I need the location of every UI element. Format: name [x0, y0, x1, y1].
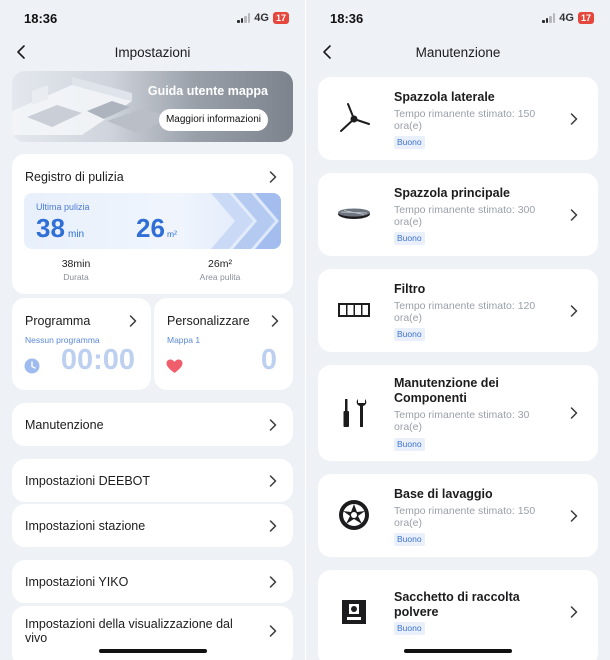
chevron-right-icon [269, 576, 277, 588]
deebot-settings-row[interactable] [12, 459, 293, 502]
duration-value: 38min [61, 258, 91, 270]
cleaning-log-card[interactable] [12, 154, 293, 294]
dust-bag-icon [336, 594, 372, 630]
status-time: 18:36 [330, 11, 364, 26]
signal-icon [237, 13, 250, 23]
chevron-right-icon [269, 475, 277, 487]
live-view-settings-label: Impostazioni della visualizzazione dal vivo [25, 617, 233, 645]
chevron-right-icon [269, 520, 277, 532]
network-type: 4G [559, 12, 574, 24]
schedule-card[interactable] [12, 298, 151, 390]
station-settings-label: Impostazioni stazione [25, 519, 146, 533]
item-subtitle: Tempo rimanente stimato: 300 ora(e) [394, 204, 536, 228]
item-title: Spazzola principale [394, 186, 511, 200]
item-title: Base di lavaggio [394, 487, 493, 501]
deebot-settings-label: Impostazioni DEEBOT [25, 474, 151, 488]
nav-bar [306, 40, 610, 66]
status-bar [0, 0, 305, 38]
chevron-right-icon [570, 510, 578, 522]
maintenance-item-side-brush[interactable] [318, 77, 598, 160]
chevron-right-icon [570, 209, 578, 221]
status-time: 18:36 [24, 11, 58, 26]
last-cleaning-label: Ultima pulizia [36, 202, 90, 212]
cleaning-minutes-value: 38 [36, 213, 65, 243]
chevron-right-icon [271, 315, 279, 327]
chevron-right-icon [570, 113, 578, 125]
battery-icon: 17 [273, 12, 289, 24]
battery-icon: 17 [578, 12, 594, 24]
status-badge: Buono [394, 533, 425, 546]
maintenance-row[interactable] [12, 403, 293, 446]
chevron-right-icon [570, 407, 578, 419]
network-type: 4G [254, 12, 269, 24]
duration-label: Durata [63, 272, 89, 282]
yiko-settings-row[interactable] [12, 560, 293, 603]
maintenance-item-wash-base[interactable] [318, 474, 598, 557]
status-badge: Buono [394, 232, 425, 245]
status-indicators [542, 12, 594, 24]
schedule-title: Programma [25, 314, 91, 328]
map-guide-banner[interactable] [12, 71, 293, 142]
item-subtitle: Tempo rimanente stimato: 150 ora(e) [394, 108, 536, 132]
banner-title: Guida utente mappa [147, 84, 268, 98]
heart-icon [166, 359, 183, 374]
schedule-time: 00:00 [60, 344, 135, 376]
status-badge: Buono [394, 622, 425, 635]
area-cleaned-value: 26m² [208, 258, 232, 270]
status-badge: Buono [394, 136, 425, 149]
cleaning-area-value: 26 [136, 213, 165, 243]
item-subtitle: Tempo rimanente stimato: 30 ora(e) [394, 409, 530, 433]
station-settings-row[interactable] [12, 504, 293, 547]
page-title: Impostazioni [114, 45, 191, 60]
chevron-right-icon [129, 315, 137, 327]
status-badge: Buono [394, 328, 425, 341]
page-title: Manutenzione [415, 45, 501, 60]
cleaning-log-title: Registro di pulizia [25, 170, 124, 184]
home-indicator [404, 649, 512, 653]
maintenance-item-components[interactable] [318, 365, 598, 461]
last-cleaning-panel [24, 193, 281, 249]
chevrons-decoration-icon [211, 193, 281, 249]
wash-base-icon [336, 497, 372, 533]
maintenance-screen [305, 0, 610, 660]
item-title: Manutenzione dei Componenti [394, 376, 499, 405]
item-title: Sacchetto di raccolta polvere [394, 590, 520, 619]
filter-icon [336, 292, 372, 328]
floor-plan-illustration [12, 71, 293, 142]
main-brush-icon [336, 196, 372, 232]
side-brush-icon [336, 100, 372, 136]
schedule-subtitle: Nessun programma [25, 335, 100, 345]
chevron-right-icon [570, 606, 578, 618]
clock-icon [24, 358, 40, 374]
tools-icon [336, 395, 372, 431]
chevron-right-icon [269, 419, 277, 431]
signal-icon [542, 13, 555, 23]
customize-subtitle: Mappa 1 [167, 335, 201, 345]
item-subtitle: Tempo rimanente stimato: 150 ora(e) [394, 505, 536, 529]
yiko-settings-label: Impostazioni YIKO [25, 575, 129, 589]
customize-card[interactable] [154, 298, 293, 390]
status-bar [306, 0, 610, 38]
item-subtitle: Tempo rimanente stimato: 120 ora(e) [394, 300, 536, 324]
chevron-right-icon [269, 171, 277, 183]
status-indicators [237, 12, 289, 24]
home-indicator [99, 649, 207, 653]
customize-title: Personalizzare [167, 314, 250, 328]
maintenance-item-main-brush[interactable] [318, 173, 598, 256]
cleaning-area-unit: m² [167, 229, 177, 239]
maintenance-item-dust-bag[interactable] [318, 570, 598, 660]
chevron-right-icon [570, 305, 578, 317]
nav-bar [0, 40, 305, 66]
area-cleaned-label: Area pulita [199, 272, 241, 282]
cleaning-minutes-unit: min [68, 229, 85, 240]
maintenance-label: Manutenzione [25, 418, 104, 432]
maintenance-item-filter[interactable] [318, 269, 598, 352]
status-badge: Buono [394, 438, 425, 451]
item-title: Spazzola laterale [394, 90, 495, 104]
chevron-right-icon [269, 625, 277, 637]
more-info-button[interactable]: Maggiori informazioni [159, 109, 268, 131]
item-title: Filtro [394, 282, 426, 296]
customize-count: 0 [260, 344, 277, 376]
